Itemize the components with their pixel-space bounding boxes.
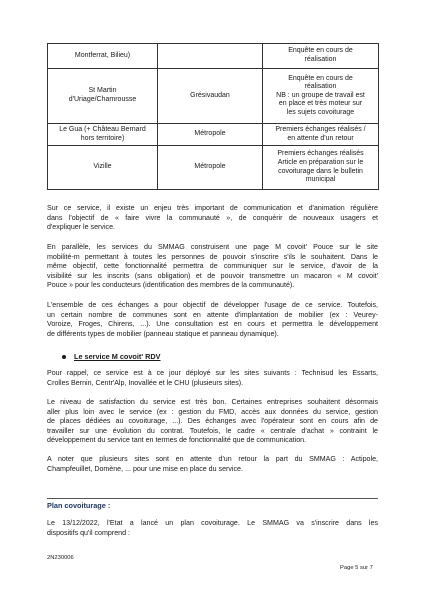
bullet-service-rdv [62,352,161,361]
text-line: Pouce » pour les conducteurs (identification des membres de la communauté). [47,281,295,289]
table-row [48,44,379,69]
cell-status [263,44,379,69]
text-line: En parallèle, les services du SMMAG construisent une page M covoit' Pouce sur le site [47,243,378,251]
cell-site-line: Vizille [93,163,112,171]
text-line: d'expliquer le service. [47,223,115,231]
cell-site [48,44,158,69]
text-line: de places dédiées au covoiturage, ...). Des échanges avec l'opérateur sont en cours afin de [47,417,378,425]
cell-site [48,69,158,124]
cell-site-line: Montferrat, Bilieu) [74,51,131,59]
paragraph-mobilier [47,301,378,339]
section-title-plan-covoiturage: Plan covoiturage : [47,501,111,510]
bullet-dot-icon [62,355,66,359]
cell-status-line: NB : un groupe de travail est [276,91,365,99]
page-number: Page 5 sur 7 [340,565,373,571]
cell-status-line: Premiers échanges réalisés [277,150,364,158]
text-line: Champfeuillet, Domène, ... pour une mise en place du service. [47,464,243,473]
bullet-heading: Le service M covoit' RDV [74,352,161,361]
cell-status-line: en attente d'un retour [287,134,354,142]
cell-status-line: covoiturage dans le bulletin [278,167,363,175]
cell-territory: Grésivaudan [158,69,263,124]
cell-status [263,146,379,190]
cell-status-line: municipal [305,176,336,184]
cell-status-line: Premiers échanges réalisés / [275,125,366,133]
paragraph-satisfaction [47,398,378,446]
text-line: mobilité-m permettant à toutes les personnes de pouvoir s'inscrire s'ils le souhaitent. Dans le [47,252,378,261]
paragraph-communication [47,204,378,233]
paragraph-sites-en-attente [47,455,378,474]
text-line: L'ensemble de ces échanges a pour objectif de développer l'usage de ce service. Toutefois, [47,301,378,309]
cell-status-line: Enquête en cours de [288,47,353,55]
cell-territory [158,44,263,69]
text-line: développement du service tant en termes de fonctionnalité que de communication. [47,436,307,444]
cell-site [48,124,158,146]
text-line: dispositifs qu'il comprend : [47,528,130,537]
sites-status-table [47,43,379,190]
paragraph-rappel-sites [47,369,378,388]
cell-territory: Métropole [158,146,263,190]
document-reference: 2N230006 [47,555,74,561]
section-divider [47,498,378,499]
paragraph-page-m-covoit-pouce [47,243,378,291]
text-line: de différents types de mobilier (panneau statique et panneau dynamique). [47,329,279,338]
table-row [48,69,379,124]
cell-status-line: réalisation [304,83,337,91]
text-line: Crolles Bernin, Centr'Alp, Inovallée et le CHU (plusieurs sites). [47,378,244,387]
cell-status-line: en place et très moteur sur [278,100,363,108]
cell-site-line: St Martin [88,87,117,95]
cell-territory: Métropole [158,124,263,146]
text-line: même objectif, cette fonctionnalité permettra de communiquer sur le service, d'avoir de la [47,262,378,270]
cell-site-line: d'Uriage/Chamrousse [68,96,137,103]
cell-status-line: Enquête en cours de [288,74,353,82]
text-line: Voroize, Froges, Chirens, ...). Une consultation est en cours et permettra le développement [47,320,378,328]
cell-status [263,124,379,146]
paragraph-plan-covoiturage [47,519,378,538]
text-line: A noter que plusieurs sites sont en attente d'un retour la part du SMMAG : Actipole, [47,455,378,463]
cell-status-line: Article en préparation sur le [277,158,364,166]
cell-status [263,69,379,124]
cell-site [48,146,158,190]
text-line: Le niveau de satisfaction du service est très bon. Certaines entreprises souhaitent désormais [47,398,378,406]
text-line: travailler sur une évolution du contrat. Toutefois, le cadre « centrale d'achat » contraint le [47,426,378,435]
table-row [48,146,379,190]
text-line: visibilité sur les inscrits (sans obligation) et de pouvoir transmettre un macaron « M covoit' [47,271,378,280]
cell-status-line: les sujets covoiturage [286,108,355,116]
text-line: dans l'objectif de « faire vivre la communauté », de conquérir de nouveaux usagers et [47,213,378,222]
text-line: Pour rappel, ce service est à ce jour déployé sur les sites suivants : Technisud les Essarts, [47,369,378,377]
text-line: aller plus loin avec le service (ex : gestion du FMD, accès aux données du service, gestion [47,407,378,416]
text-line: Sur ce service, il existe un enjeu très important de communication et d'animation régulière [47,204,378,212]
cell-status-line: réalisation [304,56,337,63]
cell-site-line: hors territoire) [80,134,125,142]
text-line: Le 13/12/2022, l'Etat a lancé un plan covoiturage. Le SMMAG va s'inscrire dans les [47,519,378,527]
text-line: un certain nombre de communes sont en attente d'implantation de mobilier (ex : Veurey- [47,310,378,319]
table-row [48,124,379,146]
cell-site-line: Le Gua (+ Château Bernard [59,125,146,133]
